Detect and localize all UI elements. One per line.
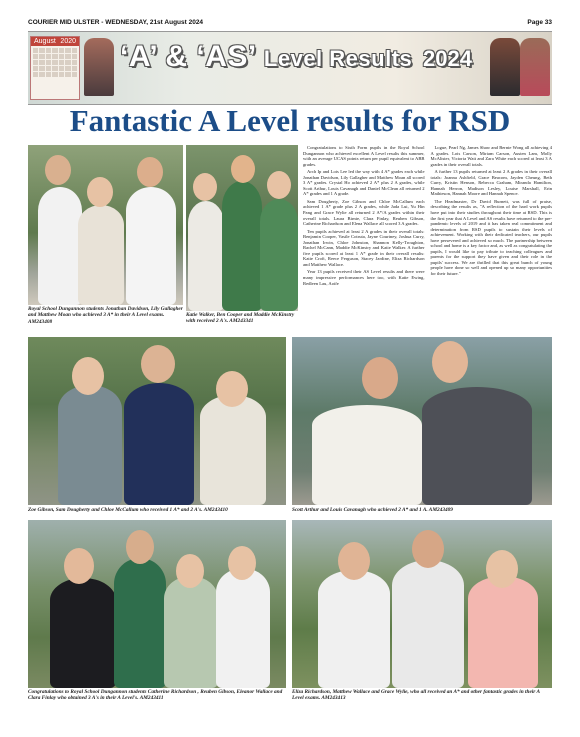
banner-title [120, 40, 412, 74]
calendar-icon [30, 36, 80, 100]
photo-four-students [28, 520, 286, 688]
photo-caption: Scott Arthur and Louis Cavanagh who achieved 2 A* and 1 A. AM243409 [292, 507, 453, 513]
section-banner [28, 31, 552, 105]
article-paragraph: Ten pupils achieved at least 2 A grades in their overall totals: Benjamin Cooper, Vasile Cotruta, Jayne Courtney, Joshua Curry, Jonathan Irwin, Chloe Johnston, Shannon Kelly-Troughton, Rachel McCann, Maddie McKinstry and Katie Walker. A further five pupils scored at least 1 A* grade in their overall results: Katie Croft, Reece Ferguson, Stacey Jardine, Eliza Richardson and Matthew Wallace. [303, 228, 425, 267]
banner-student-photo [84, 38, 114, 96]
article-paragraph: Sam Dougherty, Zoe Gibson and Chloe McCallum each achieved 1 A* grade plus 2 A grades, while Jada Lui, Yu Hin Pang and Grace Wylie all returned 2 A*/A grades within their overall totals. Laura Birnie, Clara Finlay, Reuben Gibson, Catherine Richardson and Elena Wallace all scored 3 A grades. [303, 198, 425, 227]
photo-caption: Congratulations to Royal School Dungannon students Catherine Richardson , Reuben Gibson, Eleanor Wallace and Clara Finlay who obtained 3 A's in their A Level's. AM243411 [28, 689, 283, 702]
article-headline: Fantastic A Level results for RSD [69, 103, 511, 138]
masthead-page-number: Page 33 [527, 19, 552, 26]
photo-three-students [28, 337, 286, 505]
article-paragraph: Congratulations to Sixth Form pupils in the Royal School Dungannon who achieved excellent A Level results this summer, with an average UCAS points return per pupil equivalent to ABB grades. [303, 145, 425, 167]
photo-caption: Royal School Dungannon students Jonathan Davidson, Lily Gallagher and Matthew Moan who achieved 3 A* in their A Level exams. AM243408 [28, 306, 183, 325]
banner-year: 2024 [423, 46, 472, 71]
banner-title-main: ‘A’ & ‘AS’ [120, 40, 256, 73]
banner-student-photo [520, 38, 550, 96]
article-column-2 [431, 145, 553, 331]
photo-three-students [186, 145, 298, 311]
photo-caption: Katie Walker, Ben Cooper and Maddie McKinstry with received 2 A's. AM243341 [186, 312, 295, 325]
photo-caption: Zoe Gibson, Sam Dougherty and Chloe McCallum who received 1 A* and 2 A's. AM243410 [28, 507, 228, 513]
masthead-publication: COURIER MID ULSTER - WEDNESDAY, 21st August 2024 [28, 19, 204, 26]
article-column-1 [303, 145, 425, 331]
photo-caption: Eliza Richardson, Matthew Wallace and Grace Wylie, who all received an A* and other fantastic grades in their A Level exams. AM243413 [292, 689, 540, 702]
article-paragraph: The Headmaster, Dr David Burnett, was full of praise, describing the results as, "A reflection of the hard work pupils have put into their studies throughout their time at RSD. This is the first year that A Level and AS results have returned to the pre-pandemic levels of 2019 and it has taken real commitment and determination from RSD pupils to sustain their levels of achievement. Working with their dedicated teachers, our pupils have persevered and achieved so much. The partnership between school and home is a key factor and, as well as congratulating the pupils, I would like to pay tribute to teaching colleagues and parents for the support they have given and their role in the pupils' success. We are thrilled that this great bunch of young people have done so well and opened up so many opportunities for their future." [430, 198, 552, 277]
article-paragraph: Logue, Pearl Ng, James Shaw and Bernie Wong all achieving 4 A grades. Lois Carson, Miriam Carson, Austen Lam, Molly McAlister, Victoria Watt and Zara White each scored at least 3 A grades in their overall totals. [430, 145, 552, 167]
calendar-year: 2020 [60, 38, 76, 45]
photo-three-students [28, 145, 183, 305]
article-body [303, 145, 552, 331]
photo-two-students [292, 337, 552, 505]
article-paragraph: Arch Ip and Lois Lee led the way with 4 A* grades each while Jonathan Davidson, Lily Gallagher and Matthew Moan all scored 3 A* grades. Crystal Ho achieved 2 A* plus 2 A grades, while Scott Arthur, Louis Cavanagh and Daniel McClean all returned 2 A* grades and 1 A grade. [303, 169, 425, 197]
article-paragraph: Year 13 pupils received their AS Level results and there were many impressive performances here too, with Katie Ewing, Redleen Lau, Aoife [303, 269, 425, 286]
page-masthead [28, 19, 552, 29]
photo-three-students [292, 520, 552, 688]
banner-title-rest: Level Results [263, 46, 413, 71]
article-paragraph: A further 13 pupils returned at least 2 A grades in their overall totals: Joanna Ashfield, Grace Beacom, Jayden Cheung, Beth Curry, Kristin Henson, Rebecca Graham, Miranda Hamilton, Hannah Herron, Madison Lesley, Louise Marshall, Erin Mathieson, Hannah Moore and Hannah Spence. [430, 169, 552, 197]
banner-student-photo [490, 38, 520, 96]
calendar-month: August [34, 38, 56, 45]
